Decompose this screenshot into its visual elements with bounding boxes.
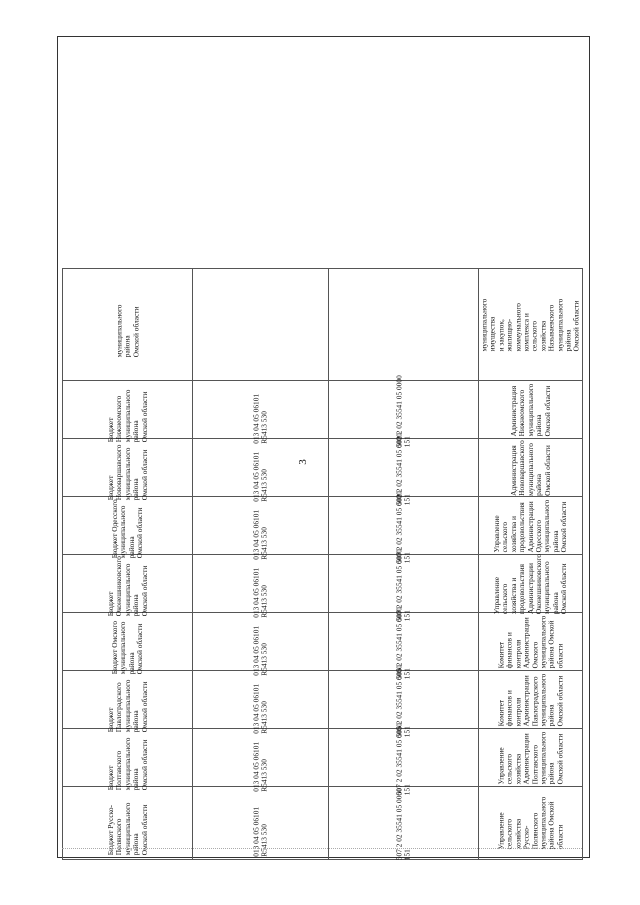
table-row bbox=[63, 729, 583, 787]
table-row bbox=[63, 555, 583, 613]
budget-cell: Бюджет Нововаршавского муниципального района Омской области bbox=[105, 444, 149, 500]
admin-cell: Администрация Нововаршавского муниципального района Омской области bbox=[508, 439, 552, 496]
budget-cell: Бюджет Оконешниковского муниципального района Омской области bbox=[105, 555, 149, 616]
kbk-cell: 013 04 05 06101 R5413 530 bbox=[251, 806, 269, 857]
table-row bbox=[63, 439, 583, 497]
kbk-cell: 013 04 05 06101 R5413 530 bbox=[251, 393, 269, 444]
revenue-code-cell: 507 2 02 35541 05 0000 151 bbox=[394, 490, 412, 563]
dotted-separator bbox=[62, 848, 582, 849]
budget-cell: Бюджет Русско-Полянского муниципального района Омской области bbox=[105, 802, 149, 856]
kbk-cell: 013 04 05 06101 R5413 530 bbox=[251, 509, 269, 560]
kbk-cell: 013 04 05 06101 R5413 530 bbox=[251, 625, 269, 676]
budget-cell: Бюджет Нижнеомского муниципального района Омской области bbox=[105, 389, 149, 442]
table-row bbox=[63, 671, 583, 729]
table-row bbox=[63, 381, 583, 439]
kbk-cell: 013 04 05 06101 R5413 530 bbox=[251, 451, 269, 502]
admin-cell: Управление сельского хозяйства Русско- Полянского муниципального района Омской области bbox=[495, 796, 564, 850]
revenue-code-cell: 507 2 02 35541 05 0000 151 bbox=[394, 788, 412, 861]
kbk-cell: 013 04 05 06101 R5413 530 bbox=[251, 741, 269, 792]
admin-cell: Управление сельского хозяйства и продовольствия Администрации Одесского муниципального района Омской области bbox=[491, 499, 568, 552]
table-row bbox=[63, 269, 583, 381]
budget-cell: Бюджет Полтавского муниципального района Омской области bbox=[105, 737, 149, 790]
kbk-cell: 013 04 05 06101 R5413 530 bbox=[251, 683, 269, 734]
admin-cell: Комитет финансов и контроля Администрации Омского муниципального района Омской области bbox=[495, 615, 564, 668]
kbk-cell: 013 04 05 06101 R5413 530 bbox=[251, 567, 269, 618]
subsidy-table bbox=[62, 268, 582, 861]
revenue-code-cell: 502 2 02 35541 05 0000 151 bbox=[394, 432, 412, 505]
budget-cell: Бюджет Павлоградского муниципального района Омской области bbox=[105, 679, 149, 732]
admin-cell: муниципального имущества и закупок, жилищно- коммунального комплекса и сельского хозяйства Называевского муниципального района Омской области bbox=[479, 298, 581, 351]
admin-cell: Управление сельского хозяйства Администрации Полтавского муниципального района Омской области bbox=[495, 731, 564, 784]
admin-cell: Администрация Нижнеомского муниципального района Омской области bbox=[508, 383, 552, 436]
revenue-code-cell: 502 2 02 35541 05 0000 151 bbox=[394, 374, 412, 447]
budget-cell: Бюджет Одесского муниципального района Омской области bbox=[109, 498, 144, 558]
budget-cell: Бюджет Омского муниципального района Омской области bbox=[109, 620, 144, 674]
revenue-code-cell: 505 2 02 35541 05 0000 151 bbox=[394, 664, 412, 737]
revenue-code-cell: 507 2 02 35541 05 0000 151 bbox=[394, 548, 412, 621]
table-row bbox=[63, 613, 583, 671]
admin-cell: Комитет финансов и контроля Администрации Павлоградского муниципального района Омской области bbox=[495, 673, 564, 726]
revenue-code-cell: 507 2 02 35541 05 0000 151 bbox=[394, 722, 412, 795]
admin-cell: Управление сельского хозяйства и продовольствия Администрации Оконешниковского муниципального района Омской области bbox=[491, 553, 568, 614]
budget-cell: муниципального района Омской области bbox=[113, 304, 140, 357]
revenue-code-cell: 505 2 02 35541 05 0000 151 bbox=[394, 606, 412, 679]
page-number: 3 bbox=[296, 459, 309, 465]
table-row bbox=[63, 497, 583, 555]
